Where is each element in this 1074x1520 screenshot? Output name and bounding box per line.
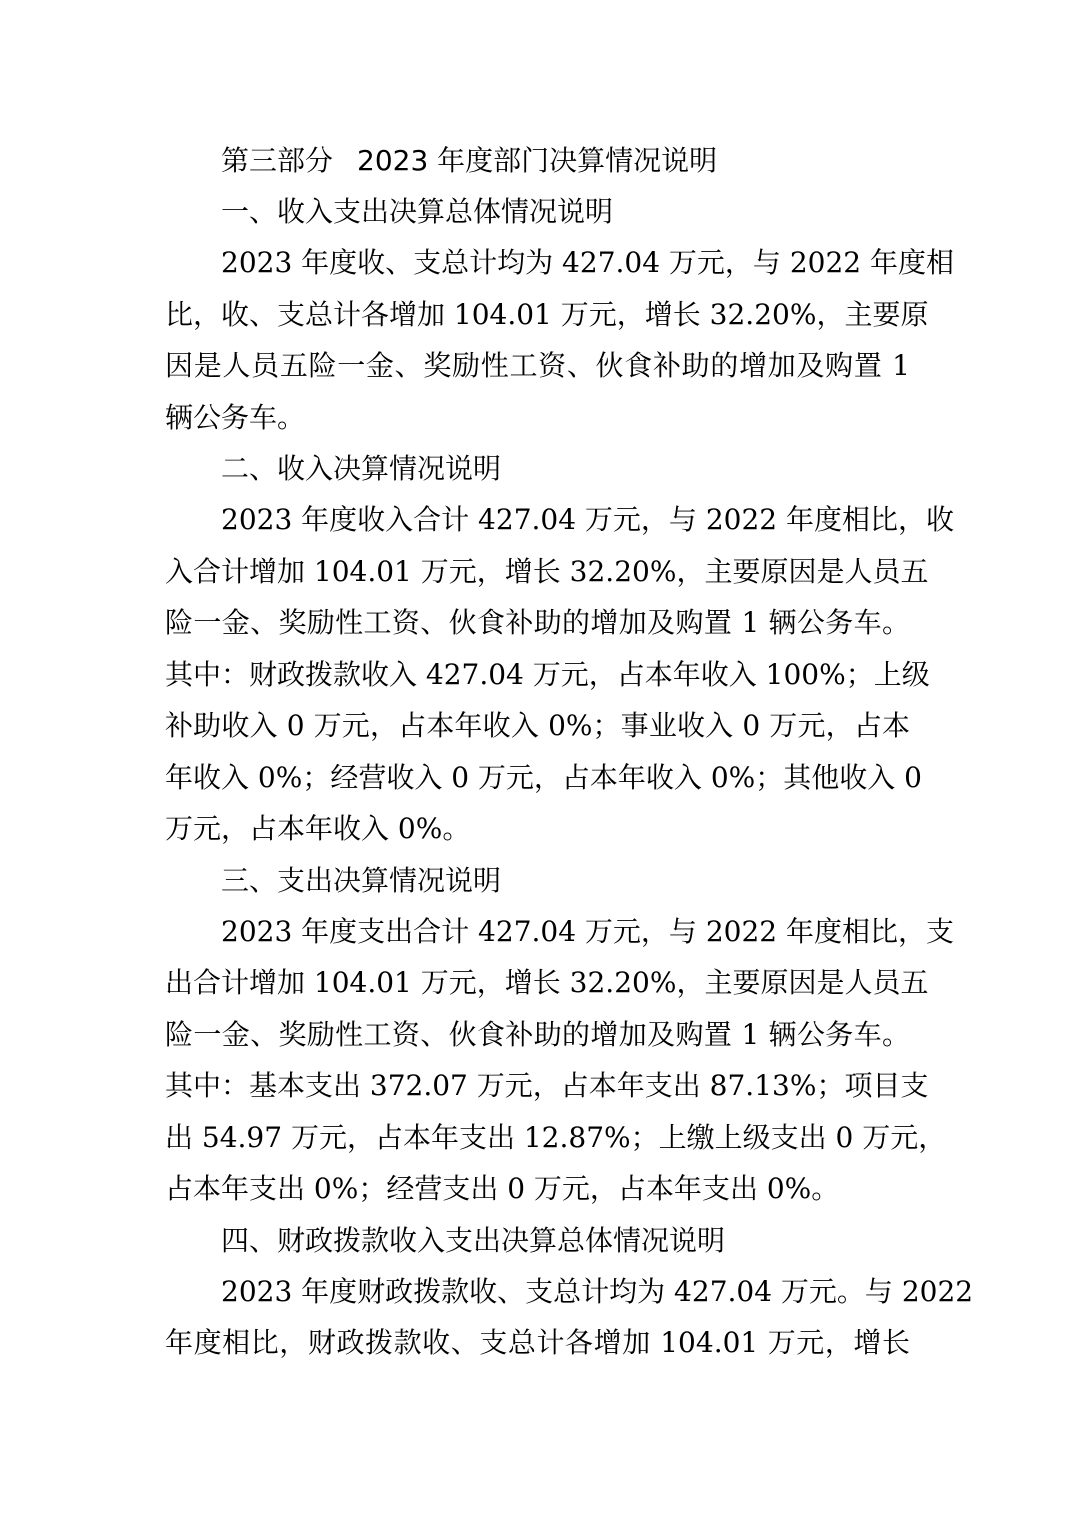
paragraph-line: 补助收入 0 万元，占本年收入 0%；事业收入 0 万元，占本 xyxy=(165,709,910,742)
document-page xyxy=(165,136,974,1369)
section-paragraph-4 xyxy=(165,1266,974,1369)
paragraph-line: 其中：财政拨款收入 427.04 万元，占本年收入 100%；上级 xyxy=(165,657,930,691)
part-title-text: 2023 年度部门决算情况说明 xyxy=(357,144,718,177)
paragraph-line: 险一金、奖励性工资、伙食补助的增加及购置 1 辆公务车。 xyxy=(165,1017,910,1051)
paragraph-line: 2023 年度财政拨款收、支总计均为 427.04 万元。与 2022 xyxy=(221,1274,974,1308)
paragraph-line: 出 54.97 万元，占本年支出 12.87%；上缴上级支出 0 万元， xyxy=(165,1120,947,1154)
paragraph-line: 2023 年度收、支总计均为 427.04 万元，与 2022 年度相 xyxy=(221,246,954,279)
section-paragraph-1 xyxy=(165,237,954,443)
section-heading-3: 三、支出决算情况说明 xyxy=(221,863,502,897)
paragraph-line: 其中：基本支出 372.07 万元，占本年支出 87.13%；项目支 xyxy=(165,1069,929,1102)
paragraph-line: 万元，占本年收入 0%。 xyxy=(165,812,471,845)
section-heading-2: 二、收入决算情况说明 xyxy=(221,452,502,485)
paragraph-line: 年度相比，财政拨款收、支总计各增加 104.01 万元，增长 xyxy=(165,1326,910,1359)
paragraph-line: 比，收、支总计各增加 104.01 万元，增长 32.20%，主要原 xyxy=(165,297,929,331)
paragraph-line: 因是人员五险一金、奖励性工资、伙食补助的增加及购置 1 xyxy=(165,349,910,382)
paragraph-line: 占本年支出 0%；经营支出 0 万元，占本年支出 0%。 xyxy=(165,1172,840,1205)
section-paragraph-3 xyxy=(165,906,954,1215)
paragraph-line: 出合计增加 104.01 万元，增长 32.20%，主要原因是人员五 xyxy=(165,966,929,999)
section-heading-4: 四、财政拨款收入支出决算总体情况说明 xyxy=(221,1223,726,1257)
paragraph-line: 年收入 0%；经营收入 0 万元，占本年收入 0%；其他收入 0 xyxy=(165,760,922,794)
part-label: 第三部分 xyxy=(221,144,334,177)
section-heading-1: 一、收入支出决算总体情况说明 xyxy=(221,195,614,228)
paragraph-line: 2023 年度支出合计 427.04 万元，与 2022 年度相比，支 xyxy=(221,914,954,948)
section-paragraph-2 xyxy=(165,494,954,855)
paragraph-line: 辆公务车。 xyxy=(165,400,306,434)
paragraph-line: 险一金、奖励性工资、伙食补助的增加及购置 1 辆公务车。 xyxy=(165,606,910,639)
paragraph-line: 入合计增加 104.01 万元，增长 32.20%，主要原因是人员五 xyxy=(165,554,929,588)
part-title xyxy=(165,136,910,186)
paragraph-line: 2023 年度收入合计 427.04 万元，与 2022 年度相比，收 xyxy=(221,503,954,536)
